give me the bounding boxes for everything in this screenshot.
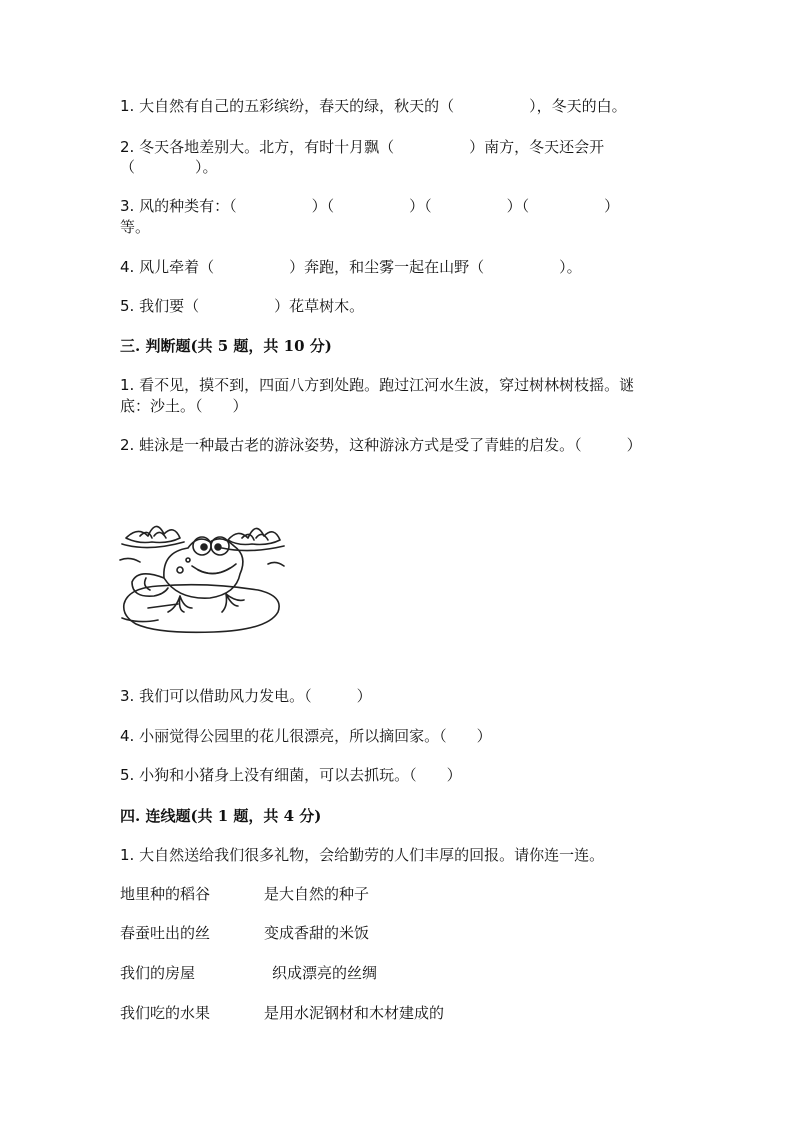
match-right-item: 织成漂亮的丝绸 [272,964,378,982]
match-left-item: 地里种的稻谷 [120,885,211,903]
match-right-item: 是用水泥钢材和木材建成的 [264,1004,445,1022]
match-left-item: 春蚕吐出的丝 [120,924,211,942]
judgment-question-5: 5. 小狗和小猪身上没有细菌，可以去抓玩。（ ） [120,766,462,784]
section-title-judgment: 三. 判断题(共 5 题，共 10 分) [120,337,332,355]
fill-question-3: 3. 风的种类有：（ ）（ ）（ ）（ ） [120,197,620,215]
fill-question-2-cont: （ ）。 [120,158,218,176]
match-left-item: 我们吃的水果 [120,1004,211,1022]
match-right-item: 变成香甜的米饭 [264,924,370,942]
fill-question-4: 4. 风儿牵着（ ）奔跑，和尘雾一起在山野（ ）。 [120,258,582,276]
judgment-question-1-cont: 底：沙土。（ ） [120,397,248,415]
match-left-item: 我们的房屋 [120,964,196,982]
section-title-matching: 四. 连线题(共 1 题，共 4 分) [120,807,322,825]
fill-question-5: 5. 我们要（ ）花草树木。 [120,297,365,315]
match-right-item: 是大自然的种子 [264,885,370,903]
fill-question-2: 2. 冬天各地差别大。北方，有时十月飘（ ）南方，冬天还会开 [120,138,605,156]
fill-question-3-cont: 等。 [120,218,151,236]
fill-question-1: 1. 大自然有自己的五彩缤纷，春天的绿，秋天的（ ），冬天的白。 [120,97,627,115]
judgment-question-2: 2. 蛙泳是一种最古老的游泳姿势，这种游泳方式是受了青蛙的启发。（ ） [120,436,642,454]
judgment-question-1: 1. 看不见，摸不到，四面八方到处跑。跑过江河水生波，穿过树林树枝摇。谜 [120,376,635,394]
judgment-question-3: 3. 我们可以借助风力发电。（ ） [120,687,372,705]
matching-question-1: 1. 大自然送给我们很多礼物，会给勤劳的人们丰厚的回报。请你连一连。 [120,846,605,864]
frog-on-lily-pad-illustration [118,508,286,640]
judgment-question-4: 4. 小丽觉得公园里的花儿很漂亮，所以摘回家。（ ） [120,727,492,745]
